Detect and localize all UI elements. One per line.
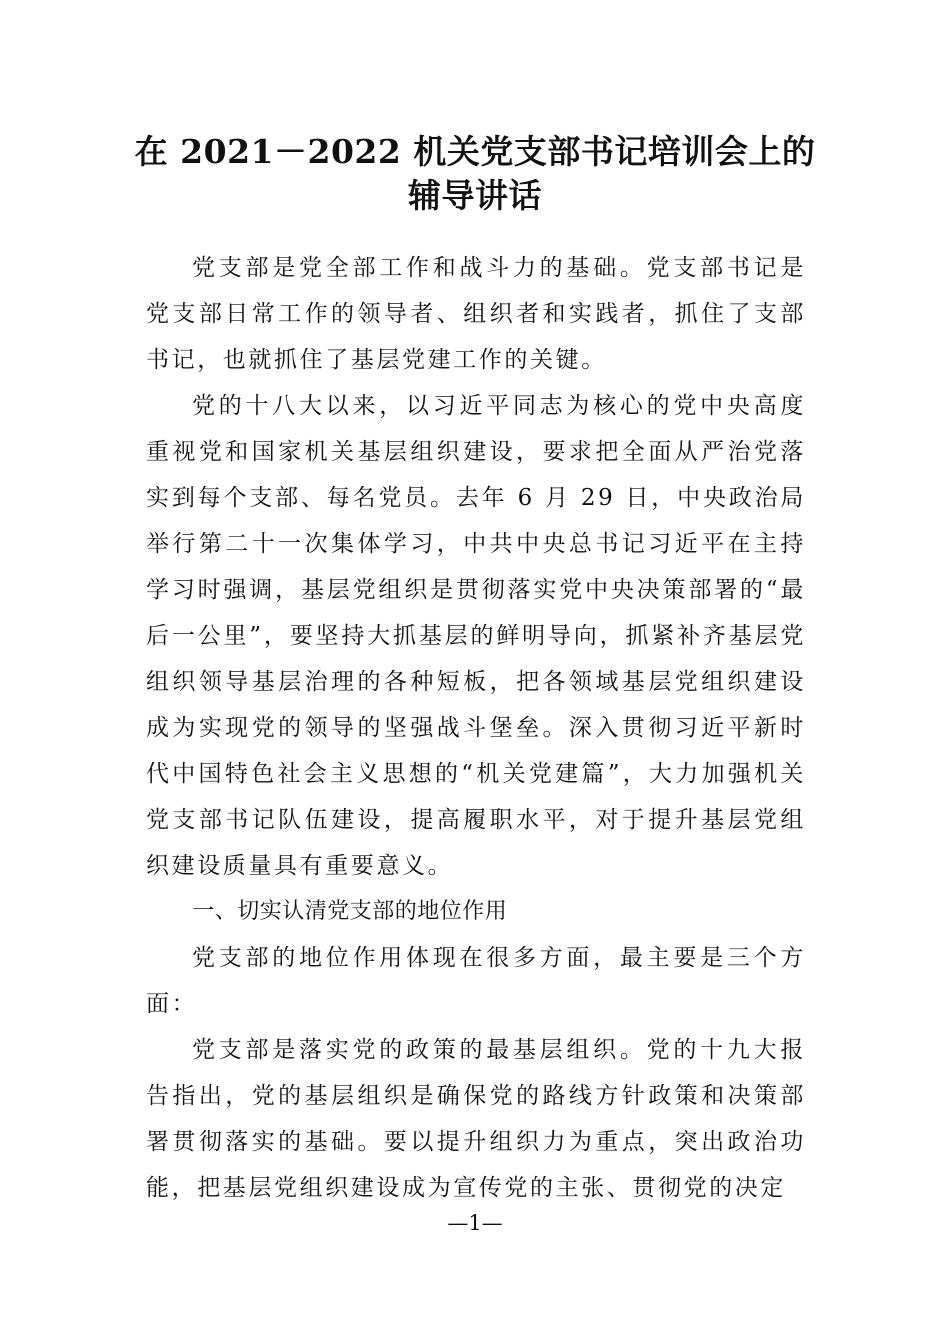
document-body <box>146 245 806 1211</box>
body-paragraph: 党支部是落实党的政策的最基层组织。党的十九大报告指出，党的基层组织是确保党的路线方针政策和决策部署贯彻落实的基础。要以提升组织力为重点，突出政治功能，把基层党组织建设成为宣传党的主张、贯彻党的决定 <box>146 1037 806 1201</box>
body-paragraph: 党支部的地位作用体现在很多方面，最主要是三个方面： <box>146 945 806 1017</box>
body-paragraph: 党的十八大以来，以习近平同志为核心的党中央高度重视党和国家机关基层组织建设，要求把全面从严治党落实到每个支部、每名党员。去年 6 月 29 日，中央政治局举行第二十一次集体学习，中共中央总书记习近平在主持学习时强调，基层党组织是贯彻落实党中央决策部署的“最后一公里”，要坚持大抓基层的鲜明导向，抓紧补齐基层党组织领导基层治理的各种短板，把各领域基层党组织建设成为实现党的领导的坚强战斗堡垒。深入贯彻习近平新时代中国特色社会主义思想的“机关党建篇”，大力加强机关党支部书记队伍建设，提高履职水平，对于提升基层党组织建设质量具有重要意义。 <box>146 393 806 879</box>
title-line-2: 辅导讲话 <box>408 176 542 215</box>
document-title <box>120 130 830 218</box>
body-paragraph: 党支部是党全部工作和战斗力的基础。党支部书记是党支部日常工作的领导者、组织者和实践者，抓住了支部书记，也就抓住了基层党建工作的关键。 <box>146 255 806 373</box>
title-line-1: 在 2021－2022 机关党支部书记培训会上的 <box>134 132 816 171</box>
page-number: —1— <box>447 1211 503 1235</box>
section-heading: 一、切实认清党支部的地位作用 <box>192 899 508 924</box>
